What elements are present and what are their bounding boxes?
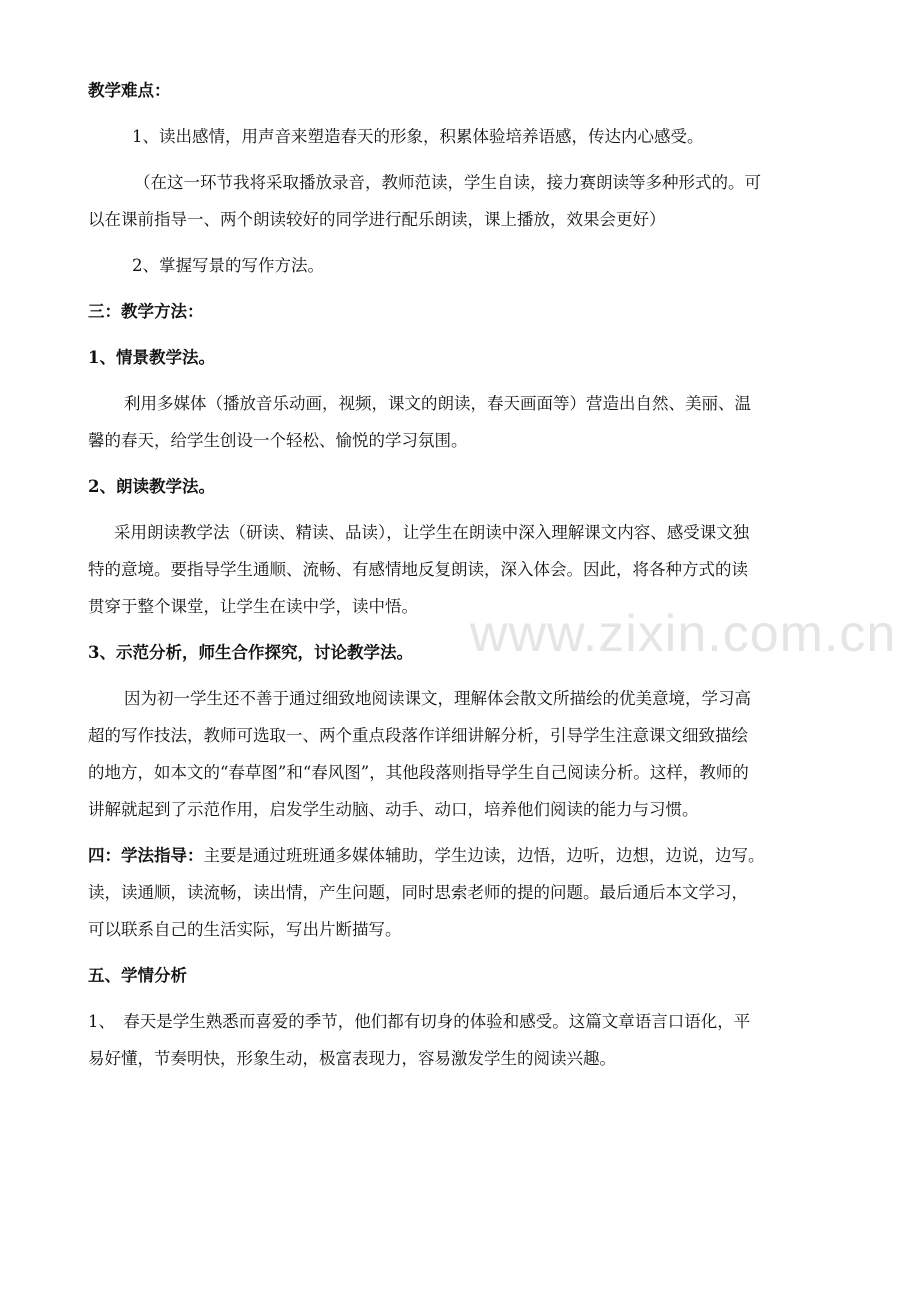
- method-2-title: 2、朗读教学法。: [88, 477, 215, 496]
- guidance-heading: 四：学法指导：: [88, 846, 204, 865]
- difficulty-item-2: 2、掌握写景的写作方法。: [132, 256, 324, 275]
- difficulty-note-line-2: 以在课前指导一、两个朗读较好的同学进行配乐朗读，课上播放，效果会更好）: [88, 210, 666, 229]
- method-2-line-1: 采用朗读教学法（研读、精读、品读），让学生在朗读中深入理解课文内容、感受课文独: [114, 523, 750, 542]
- difficulty-heading: 教学难点：: [88, 81, 171, 100]
- difficulty-note-line-1: （在这一环节我将采取播放录音，教师范读，学生自读，接力赛朗读等多种形式的。可: [134, 173, 761, 192]
- method-3-line-1: 因为初一学生还不善于通过细致地阅读课文，理解体会散文所描绘的优美意境，学习高: [124, 689, 751, 708]
- methods-heading: 三：教学方法：: [88, 302, 204, 321]
- method-1-title: 1、情景教学法。: [88, 348, 215, 367]
- guidance-line-1: [88, 837, 832, 874]
- method-2-line-3: 贯穿于整个课堂，让学生在读中学，读中悟。: [88, 597, 418, 616]
- guidance-line-3: 可以联系自己的生活实际，写出片断描写。: [88, 920, 402, 939]
- method-3-line-4: 讲解就起到了示范作用，启发学生动脑、动手、动口，培养他们阅读的能力与习惯。: [88, 800, 699, 819]
- watermark: www.zixin.com.cn: [470, 605, 897, 663]
- guidance-line-1-text: 主要是通过班班通多媒体辅助，学生边读，边悟，边听，边想，边说，边写。: [203, 846, 765, 865]
- document-page: [88, 72, 832, 1077]
- difficulty-item-1: 1、读出感情，用声音来塑造春天的形象，积累体验培养语感，传达内心感受。: [132, 127, 704, 146]
- method-2-line-2: 特的意境。要指导学生通顺、流畅、有感情地反复朗读，深入体会。因此，将各种方式的读: [88, 560, 748, 579]
- method-1-line-2: 馨的春天，给学生创设一个轻松、愉悦的学习氛围。: [88, 431, 468, 450]
- guidance-line-2: 读，读通顺，读流畅，读出情，产生问题，同时思索老师的提的问题。最后通后本文学习，: [88, 883, 748, 902]
- method-1-line-1: 利用多媒体（播放音乐动画，视频，课文的朗读，春天画面等）营造出自然、美丽、温: [124, 394, 751, 413]
- method-3-line-2: 超的写作技法，教师可选取一、两个重点段落作详细讲解分析，引导学生注意课文细致描绘: [88, 726, 748, 745]
- analysis-item-1-line-2: 易好懂，节奏明快，形象生动，极富表现力，容易激发学生的阅读兴趣。: [88, 1049, 616, 1068]
- method-3-line-3: 的地方，如本文的“春草图”和“春风图”，其他段落则指导学生自己阅读分析。这样，教师的: [88, 763, 749, 782]
- analysis-heading: 五、学情分析: [88, 966, 187, 985]
- analysis-item-1-line-1: 1、 春天是学生熟悉而喜爱的季节，他们都有切身的体验和感受。这篇文章语言口语化，平: [88, 1012, 751, 1031]
- method-3-title: 3、示范分析，师生合作探究，讨论教学法。: [88, 643, 413, 662]
